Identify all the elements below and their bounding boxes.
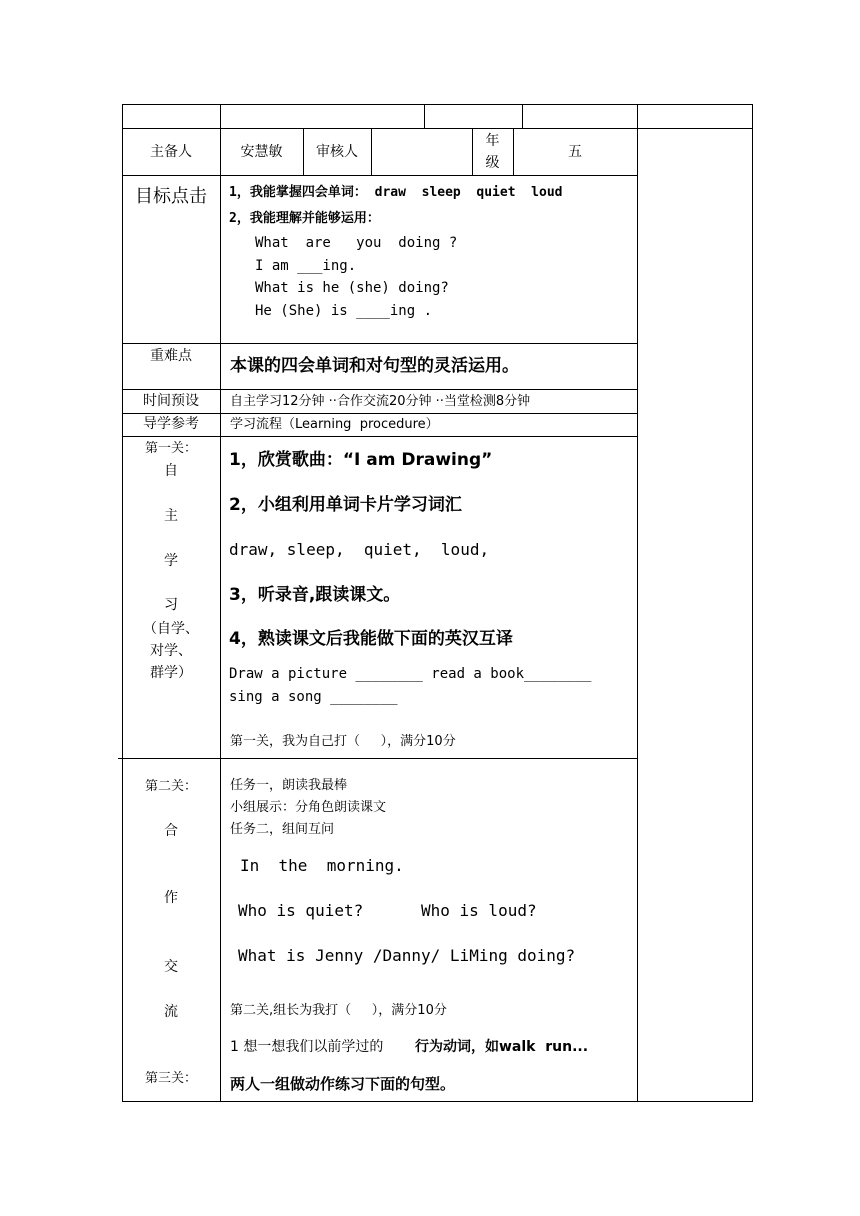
stage2-task-2: 任务二，组间互问 [230,822,335,837]
rule-top [122,104,753,105]
goals-line-1: 1，我能掌握四会单词： draw sleep quiet loud [229,185,563,200]
goals-label: 目标点击 [135,186,207,207]
stage2-label-char: 交 [164,959,178,975]
guide-text: 学习流程（Learning procedure） [230,417,439,432]
stage2-question-3: What is Jenny /Danny/ LiMing doing? [238,946,576,965]
rule-col-b [371,128,372,175]
stage2-label-char: 合 [164,823,178,839]
rule-col-g [637,104,638,1102]
stage3-line-1-bold: 行为动词，如walk run... [415,1039,589,1055]
stage1-label-char: 学 [164,553,178,569]
key-points-text: 本课的四会单词和对句型的灵活运用。 [230,356,519,376]
stage2-question-1: In the morning. [240,856,404,875]
stage2-label-char: 流 [164,1004,178,1020]
stage1-item-3: 3，听录音,跟读课文。 [229,585,401,605]
stage1-label-note: （自学、 [143,621,199,637]
stage1-label-char: 自 [164,463,178,479]
stage1-translation-2: sing a song ________ [229,689,398,705]
stage3-line-1-prefix: 1 想一想我们以前学过的 [230,1039,384,1055]
stage1-label-note: 对学、 [150,643,192,659]
stage1-translation-1: Draw a picture ________ read a book________ [229,666,592,682]
stage1-item-4: 4，熟读课文后我能做下面的英汉互译 [229,629,513,649]
goals-line-6: He (She) is ____ing . [255,303,433,319]
stage1-label-note: 群学） [150,665,192,681]
rule-row3 [122,343,638,344]
rule-row6 [122,436,638,437]
stage2-question-2b: Who is loud? [421,901,537,920]
time-plan-label: 时间预设 [143,393,199,409]
rule-col-c [424,104,425,128]
rule-bottom [122,1101,753,1102]
goals-line-4: I am ___ing. [255,258,357,274]
stage2-question-2a: Who is quiet? [238,901,364,920]
stage2-label-char: 作 [164,890,178,906]
stage1-score: 第一关，我为自己打（ ），满分10分 [230,734,456,749]
reviewer-label: 审核人 [316,144,358,160]
stage1-words: draw, sleep, quiet, loud, [229,540,490,559]
rule-col1 [220,104,221,1102]
rule-col-f [522,104,523,128]
rule-row7 [118,758,638,759]
stage3-label: 第三关： [144,1071,197,1086]
stage1-item-1: 1，欣赏歌曲：“I am Drawing” [229,450,493,470]
stage1-label-char: 主 [164,508,178,524]
stage2-label: 第二关： [144,779,197,794]
rule-row4 [122,389,638,390]
rule-right [752,104,753,1102]
prepared-by-label: 主备人 [150,144,192,160]
grade-value: 五 [568,144,582,160]
key-points-label: 重难点 [150,348,192,364]
grade-label-bottom: 级 [485,155,500,171]
rule-row2 [122,175,638,176]
stage2-score: 第二关,组长为我打（ ），满分10分 [230,1003,447,1018]
time-plan-text: 自主学习12分钟 ··合作交流20分钟 ··当堂检测8分钟 [230,394,531,409]
goals-line-5: What is he (she) doing? [255,280,449,296]
goals-line-3: What are you doing ? [255,235,458,251]
stage1-label: 第一关： [144,441,197,456]
guide-label: 导学参考 [143,416,199,432]
goals-line-2: 2，我能理解并能够运用： [229,211,380,226]
rule-row5 [122,413,638,414]
stage3-line-2: 两人一组做动作练习下面的句型。 [230,1075,456,1093]
stage2-task-1-sub: 小组展示：分角色朗读课文 [230,800,387,815]
stage1-label-char: 习 [164,597,178,613]
stage2-task-1: 任务一，朗读我最棒 [230,778,348,793]
grade-label-top: 年 [485,133,500,149]
stage1-item-2: 2，小组利用单词卡片学习词汇 [229,495,462,515]
prepared-by-value: 安慧敏 [240,144,283,160]
rule-row1 [122,128,753,129]
